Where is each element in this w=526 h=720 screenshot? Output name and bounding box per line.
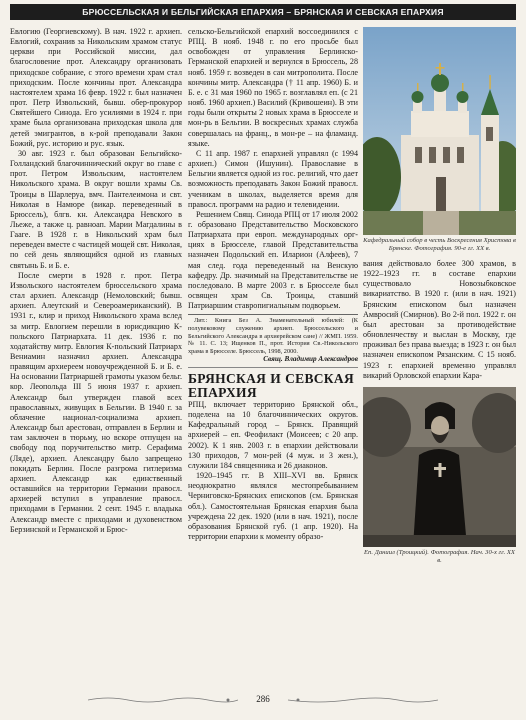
author-signature: Свящ. Владимир Александров: [263, 355, 358, 364]
photo-caption: Кафедральный собор в честь Воскресения Христова в Брянске. Фотография. 90-е гг. XX в.: [363, 237, 516, 252]
paragraph: РПЦ, включает территорию Брянской обл., поделена на 10 благочиннических округов. Кафедральный город – Брянск. Правящий архиерей – еп. Феофилакт (Моисеев; с 20 апр. 2002). К 1 янв. 2003 г. в епархии действовали 130 приходов, 7 мон-рей (4 муж. и 3 жен.), служили 184 священника и 26 диаконов.: [188, 399, 358, 470]
reference-text: Лит.: Книга Без А. Знаменательный юбилей: (К полувековому служению архиеп. Брюссельского и Бельгийского Александра в архиерейском сане) // ЖМП. 1959. № 11. С. 13; Ищенков П., прот. История Св.-Никольского храма в Брюсселе. Брюссель, 1998, 2000.: [188, 317, 358, 355]
bishop-portrait-image: [363, 387, 516, 547]
cathedral-image: [363, 27, 516, 235]
paragraph: Решением Свящ. Синода РПЦ от 17 июля 2002 г. образовано Представительство Московского Патриархата при европ. международных орг-циях в Брюсселе, главой Представительства назначен Подольский еп. Иларион (Алфеев), 7 мая след. года переведенный на Венскую кафедру. Др. значимый на Представительстве не последовало. В марте 2003 г. в Брюсселе был освящен храм Св. Троицы, ставший Патриаршим ставропигиальным подворьем.: [188, 209, 358, 311]
page-body: [10, 27, 516, 683]
cathedral-photo: [363, 27, 516, 235]
paragraph: 30 авг. 1923 г. был образован Бельгийско-Голландский благочиннический округ во главе с прот. Петром Извольским, настоятелем Никольского храма. В округ вошли храмы Св. Троицы в Шарлеруа, вмч. Пантелеимона и свт. Николая в Намюре (викар. переведенный в Брюссель), блгв. кн. Александра Невского в Льеже, а также ц. равноап. Марии Магдалины в Гааге. В 1928 г. в Никольский храм был переведен вместе с частицей мощей свт. Николая, по сей день являющийся одной из главных святынь Б. и Б. е.: [10, 148, 182, 270]
photo-caption: Еп. Даниил (Троицкий). Фотография. Нач. 30-х гг. XX в.: [364, 548, 515, 564]
text-column-3: [363, 27, 516, 569]
diocese-section: [188, 371, 358, 542]
header-title: БРЮССЕЛЬСКАЯ И БЕЛЬГИЙСКАЯ ЕПАРХИЯ – БРЯНСКАЯ И СЕВСКАЯ ЕПАРХИЯ: [82, 7, 444, 17]
bishop-photo: [363, 387, 516, 547]
ornament-right: [288, 696, 438, 704]
paragraph: Евлогию (Георгиевскому). В нач. 1922 г. архиеп. Евлогий, сохранив за Никольским храмом статус церкви при Российской миссии, дал благословение прот. Александру организовать приходское собрание, с этого времени храм стал приходским. После кончины прот. Александра настоятелем храма 16 февр. 1922 г. был назначен прот. Петр Извольский, бывш. обер-прокурор Святейшего Синода. Его усилиями в 1924 г. при храме была организована приходская школа для детей эмигрантов, в к-рой преподавали Закон Божий, рус. историю и рус. язык.: [10, 27, 182, 148]
paragraph: С 11 апр. 1987 г. епархией управлял (с 1994 архиеп.) Симон (Ишунин). Православие в Бельгии является одной из гос. религий, что дает возможность преподавать Закон Божий правосл. ученикам в школах, выделяется время для правосл. программ на радио и телевидении.: [188, 148, 358, 209]
page-header: [10, 4, 516, 20]
page-footer: [0, 686, 526, 716]
paragraph: сельско-Бельгийской епархий воссоединился с РПЦ. В нояб. 1948 г. по его просьбе был освобожден от управления Берлинско-Германской епархией и вернулся в Брюссель, 28 нояб. 1959 г. возведен в сан митрополита. После кончины митр. Александра († 11 апр. 1960) Б. и Б. е. с 31 мая 1960 по 1965 г. возглавлял еп. (с 21 нояб. 1960 архиеп.) Василий (Кривошеин). В эти годы были открыты 2 новых храма в Брюсселе и мон-рь в Бельгии. В воскресных храмах служба совершалась на франц., в мон-ре – на фламанд. языке.: [188, 27, 358, 148]
section-title: БРЯНСКАЯ И СЕВСКАЯ ЕПАРХИЯ: [188, 370, 354, 400]
references: [188, 314, 358, 364]
paragraph: После смерти в 1928 г. прот. Петра Извольского настоятелем брюссельского храма стал архиеп. Александр (Немоловский; бывш. архиеп. Алеутский и Североамериканский). В 1931 г., клир и приход Никольского храма вслед за митр. Евлогием перешли в юрисдикцию К-польского Патриархата. 11 дек. 1936 г. по ходатайству митр. Евлогия К-польский Патриарх Вениамин назначил архиеп. Александра правящим архиереем новоучрежденной Б. и Б. е. На основании Патриаршей грамоты указом бельг. кор. Леопольда III 5 июня 1937 г. архиеп. Александр был утвержден главой всех православных, живущих в Бельгии. В 1940 г. за облачение национал-социализма архиеп. Александр был арестован, отправлен в Берлин и там заключен в тюрьму, но вскоре отпущен на свободу под поручительство митр. Серафима (Ляде), архиеп. Александру было запрещено покидать Берлин. После разгрома гитлеризма архиеп. Александр как единственный оставшийся на территории Германии правосл. архиерей вступил в управление правосл. приходами в Германии. 2 сент. 1945 г. владыка Александр вместе с приходами и духовенством Берзинской и Германской и Брюс-: [10, 270, 182, 534]
page-number: 286: [256, 694, 270, 704]
paragraph: вания действовало более 300 храмов, в 1922–1923 гг. в составе епархии существовало Новозыбковское викариатство. В 1920 г. (или в нач. 1921) Брянским епископом был назначен Амвросий (Смирнов). Во 2-й пол. 1922 г. он был арестован за противодействие обновленчеству и выслан в Москву, где проживал без права выезда; в 1923 г. он был назначен епископом Рязанским. С 15 нояб. 1923 г. епархией временно управлял викарий Орловской епархии Кара-: [363, 259, 516, 380]
text-column-2: [188, 27, 358, 683]
paragraph: 1920–1945 гг. В XIII–XVI вв. Брянск неоднократно являлся местопребыванием Черниговско-Брянских епископов (см. Брянская обл.). Самостоятельная Брянская епархия была учреждена 22 дек. 1920 (или в нач. 1921), после образования Брянской губ. (1 апр. 1920). На территории епархии к моменту образо-: [188, 471, 358, 541]
section-divider: [188, 367, 358, 368]
text-column-1: [10, 27, 182, 683]
